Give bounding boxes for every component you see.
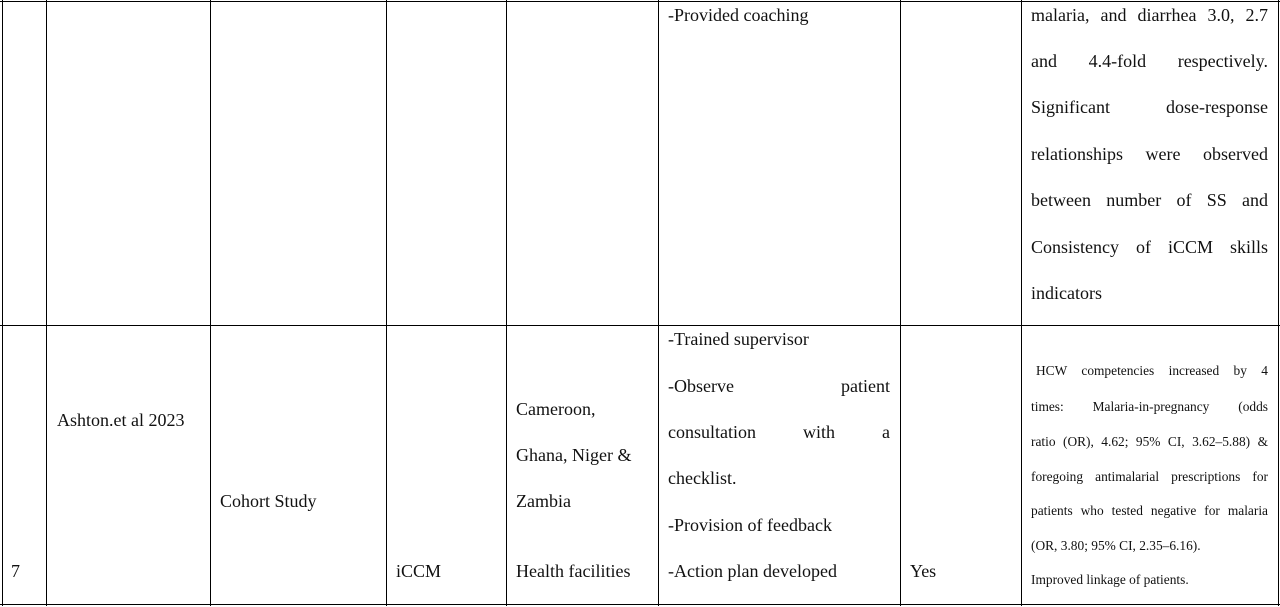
row-divider-bottom: [0, 604, 1280, 605]
row-divider: [0, 325, 1280, 326]
intervention-line: -Action plan developed: [668, 561, 837, 581]
findings-line: relationships were observed: [1031, 144, 1268, 164]
findings-line: HCW competencies increased by 4: [1036, 363, 1268, 378]
intervention-cell-continued: -Provided coaching: [668, 5, 809, 25]
author-cell: Ashton.et al 2023: [57, 410, 185, 430]
findings-line: indicators: [1031, 283, 1102, 303]
program-cell: iCCM: [396, 561, 442, 581]
intervention-line: -Trained supervisor: [668, 329, 809, 349]
findings-line: times: Malaria-in-pregnancy (odds: [1031, 399, 1268, 414]
column-border: [506, 0, 507, 606]
findings-line: patients who tested negative for malaria: [1031, 503, 1268, 518]
row-number: 7: [11, 561, 20, 581]
included-cell: Yes: [910, 561, 937, 581]
setting-cell: Health facilities: [516, 561, 631, 581]
column-border: [210, 0, 211, 606]
findings-line: between number of SS and: [1031, 190, 1268, 210]
intervention-line: -Observe patient: [668, 376, 890, 396]
study-design-cell: Cohort Study: [220, 491, 317, 511]
column-border: [1278, 0, 1279, 606]
findings-line: ratio (OR), 4.62; 95% CI, 3.62–5.88) &: [1031, 434, 1268, 449]
findings-line: Significant dose-response: [1031, 97, 1268, 117]
column-border: [658, 0, 659, 606]
country-line: Zambia: [516, 491, 571, 511]
column-border: [900, 0, 901, 606]
findings-line: foregoing antimalarial prescriptions for: [1031, 469, 1268, 484]
column-border: [46, 0, 47, 606]
country-line: Cameroon,: [516, 399, 596, 419]
column-border: [2, 0, 3, 606]
findings-line: malaria, and diarrhea 3.0, 2.7: [1031, 5, 1268, 25]
findings-line: (OR, 3.80; 95% CI, 2.35–6.16).: [1031, 538, 1201, 553]
findings-line: and 4.4-fold respectively.: [1031, 51, 1268, 71]
row-divider-top: [0, 1, 1280, 2]
column-border: [386, 0, 387, 606]
column-border: [1021, 0, 1022, 606]
country-line: Ghana, Niger &: [516, 445, 632, 465]
findings-line: Improved linkage of patients.: [1031, 572, 1189, 587]
intervention-line: -Provision of feedback: [668, 515, 832, 535]
findings-line: Consistency of iCCM skills: [1031, 237, 1268, 257]
intervention-line: consultation with a: [668, 422, 890, 442]
intervention-line: checklist.: [668, 468, 737, 488]
